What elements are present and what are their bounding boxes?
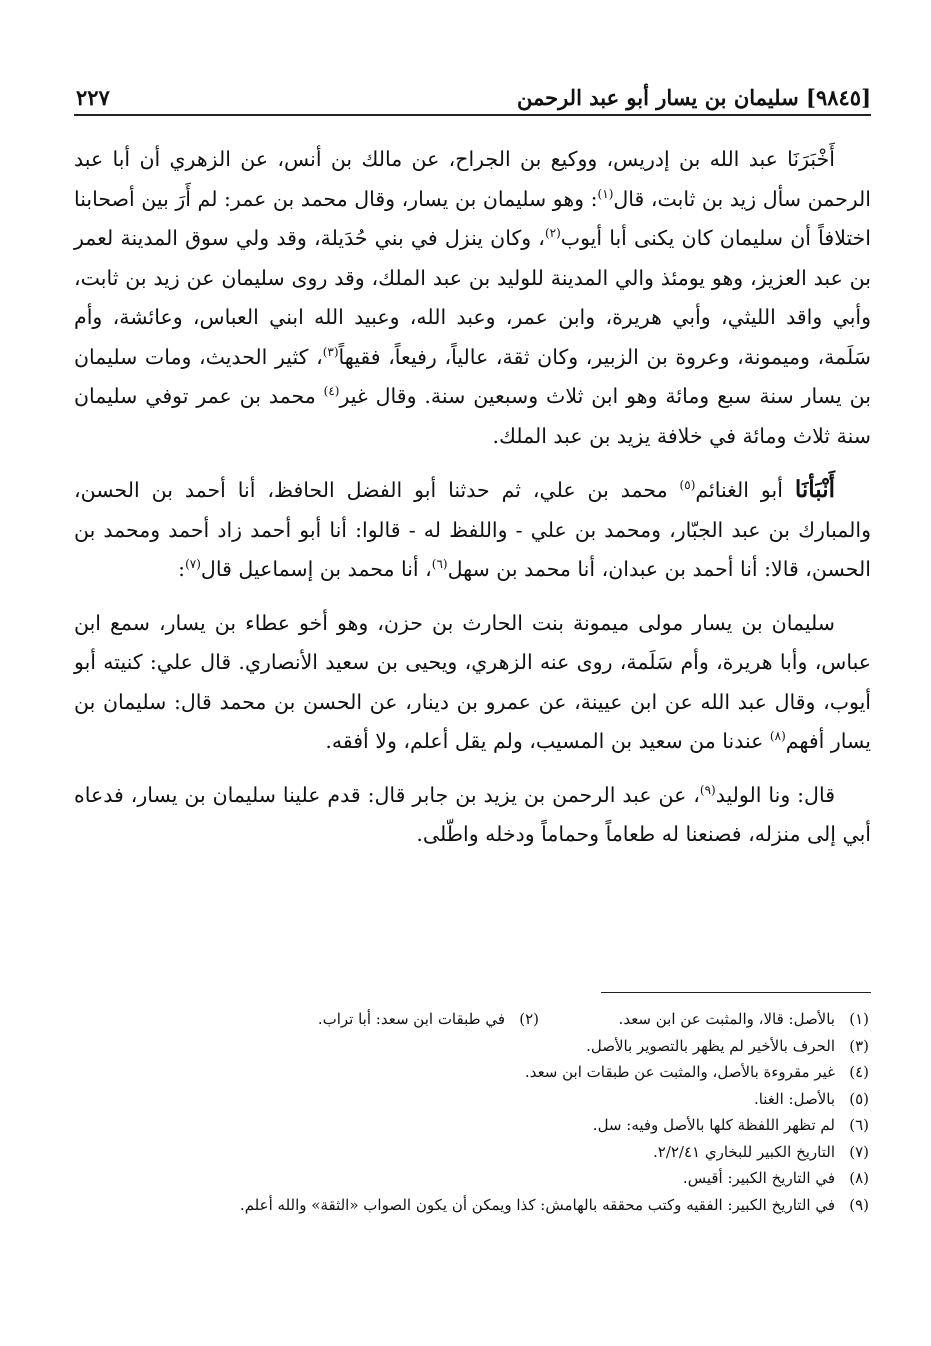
text-run: : وهو سليمان بن يسار، وقال محمد بن عمر: لم أَرَ بين أصحابنا اختلافاً أن سليمان كان يكنى أبا أيوب xyxy=(74,186,871,250)
text-run: سليمان بن يسار مولى ميمونة بنت الحارث بن حزن، وهو أخو عطاء بن يسار، سمع ابن عباس، وأبا هريرة، وأم سَلَمة، روى عنه الزهري، ويحيى بن سعيد الأنصاري. قال علي: كنيته أبو أيوب، وقال عبد الله عن ابن عيينة، عن عمرو بن دينار، عن الحسن بن محمد قال: سليمان بن يسار أفهم xyxy=(74,610,871,753)
text-run: ، عن عبد الرحمن بن يزيد بن جابر قال: قدم علينا سليمان بن يسار، فدعاه أبي إلى منزله، فصنعنا له طعاماً وحماماً ودخله واطّلى. xyxy=(74,782,871,846)
footnote-row xyxy=(70,1006,869,1033)
text-run: ، وكان ينزل في بني حُدَيلة، وقد ولي سوق المدينة لعمر بن عبد العزيز، وهو يومئذ والي المدينة للوليد بن عبد الملك، وقد روى سليمان عن زيد بن ثابت، وأبي واقد الليثي، وأبي هريرة، وابن عمر، وعبد الله، وعبيد الله ابني العباس، وعائشة، وأم سَلَمة، وميمونة، وعروة بن الزبير، وكان ثقة، عالياً، رفيعاً، فقيهاً xyxy=(74,226,871,369)
footnote-ref-1: (١) xyxy=(597,186,614,201)
footnote-ref-3: (٣) xyxy=(322,344,339,359)
footnote-text: التاريخ الكبير للبخاري ٢/٢/٤١. xyxy=(652,1142,835,1161)
text-run: عندنا من سعيد بن المسيب، ولم يقل أعلم، ولا أفقه. xyxy=(325,729,770,753)
footnote-number: (٤) xyxy=(849,1063,869,1081)
footnote-ref-4: (٤) xyxy=(323,384,340,399)
footnote-text: في التاريخ الكبير: أقيس. xyxy=(682,1169,835,1187)
paragraph-4 xyxy=(74,776,871,855)
footnote-ref-7: (٧) xyxy=(185,557,201,572)
text-run: ، كثير الحديث، ومات سليمان بن يسار سنة سبع ومائة وهو ابن ثلاث وسبعين سنة. وقال غير xyxy=(74,344,871,408)
text-run: قال: ونا الوليد xyxy=(715,782,835,807)
footnote-9 xyxy=(70,1192,869,1219)
header-rule xyxy=(74,114,871,116)
footnote-text: بالأصل: قالا، والمثبت عن ابن سعد. xyxy=(618,1010,835,1028)
lead-word: أَنْبَأنَا xyxy=(794,476,836,503)
footnote-text: في طبقات ابن سعد: أبا تراب. xyxy=(317,1010,505,1028)
footnote-text: بالأصل: الغنا. xyxy=(753,1089,835,1108)
text-run: أبو الغنائم xyxy=(695,478,795,502)
footnote-ref-5: (٥) xyxy=(679,478,696,493)
footnote-number: (٩) xyxy=(849,1195,869,1214)
text-run: محمد بن علي، ثم حدثنا أبو الفضل الحافظ، أنا أحمد بن الحسن، والمبارك بن عبد الجبّار، ومحمد بن علي - واللفظ له - قالوا: أنا أبو أحمد زاد أحمد ومحمد بن الحسن، قالا: أنا أحمد بن عبدان، أنا محمد بن سهل xyxy=(74,478,871,581)
page-header xyxy=(76,76,871,110)
footnote-number: (١) xyxy=(849,1010,869,1028)
footnote-1 xyxy=(539,1006,869,1033)
footnotes xyxy=(70,1006,869,1218)
footnote-text: في التاريخ الكبير: الفقيه وكتب محققه بالهامش: كذا ويمكن أن يكون الصواب «الثقة» والله أعلم. xyxy=(239,1195,835,1214)
footnote-4 xyxy=(70,1059,869,1086)
footnote-7 xyxy=(70,1139,869,1166)
footnote-6 xyxy=(70,1112,869,1139)
paragraph-2 xyxy=(74,470,871,590)
text-run: أَخْبَرَنَا عبد الله بن إدريس، ووكيع بن الجراح، عن مالك بن أنس، عن الزهري أن أبا عبد الرحمن سأل زيد بن ثابت، قال xyxy=(74,147,872,211)
paragraph-1 xyxy=(74,140,871,456)
footnote-ref-2: (٢) xyxy=(544,226,561,241)
text-run: : xyxy=(178,557,186,581)
footnote-rule xyxy=(601,992,871,993)
footnote-ref-8: (٨) xyxy=(769,729,786,744)
footnote-number: (٦) xyxy=(849,1116,869,1134)
page-number: ٢٢٧ xyxy=(76,85,110,110)
footnote-text: لم تظهر اللفظة كلها بالأصل وفيه: سل. xyxy=(592,1116,835,1134)
main-text xyxy=(74,140,871,855)
footnote-number: (٣) xyxy=(849,1036,869,1055)
footnote-3 xyxy=(70,1033,869,1060)
footnote-text: غير مقروءة بالأصل، والمثبت عن طبقات ابن سعد. xyxy=(524,1063,835,1081)
text-run: محمد بن عمر توفي سليمان سنة ثلاث ومائة في خلافة يزيد بن عبد الملك. xyxy=(74,384,871,448)
footnote-number: (٨) xyxy=(849,1169,869,1187)
footnote-number: (٢) xyxy=(519,1010,539,1028)
footnote-5 xyxy=(70,1086,869,1113)
footnote-ref-9: (٩) xyxy=(699,782,716,797)
footnote-number: (٥) xyxy=(849,1089,869,1108)
footnote-number: (٧) xyxy=(849,1142,869,1161)
text-run: ، أنا محمد بن إسماعيل قال xyxy=(200,557,432,581)
running-title: [٩٨٤٥] سليمان بن يسار أبو عبد الرحمن xyxy=(516,85,871,110)
footnote-text: الحرف بالأخير لم يظهر بالتصوير بالأصل. xyxy=(586,1036,835,1055)
footnote-ref-6: (٦) xyxy=(431,557,448,572)
paragraph-3 xyxy=(74,604,871,762)
footnote-8 xyxy=(70,1165,869,1192)
footnote-2 xyxy=(318,1006,539,1033)
